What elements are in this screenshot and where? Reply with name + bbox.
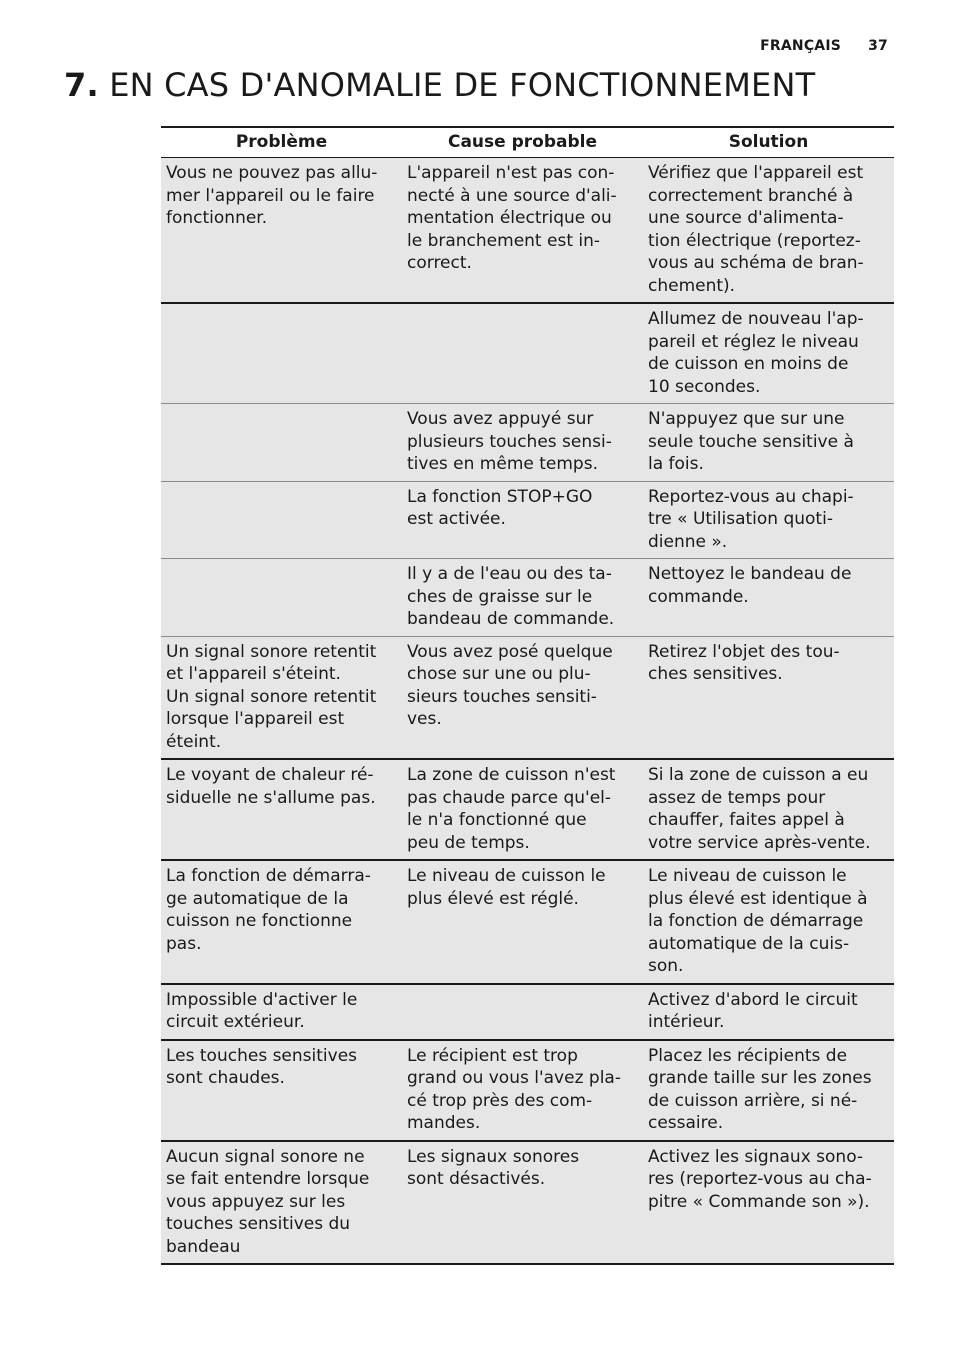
problem-cell: Impossible d'activer le circuit extérieur. bbox=[161, 984, 402, 1040]
solution-cell: Allumez de nouveau l'ap- pareil et réglez le niveau de cuisson en moins de 10 secondes. bbox=[643, 303, 894, 404]
cause-cell: La zone de cuisson n'est pas chaude parce qu'el- le n'a fonctionné que peu de temps. bbox=[402, 759, 643, 860]
table-row bbox=[161, 404, 894, 482]
page-number: 37 bbox=[868, 38, 888, 54]
solution-cell: Placez les récipients de grande taille sur les zones de cuisson arrière, si né- cessaire. bbox=[643, 1040, 894, 1141]
solution-cell: Activez d'abord le circuit intérieur. bbox=[643, 984, 894, 1040]
problem-cell: Vous ne pouvez pas allu- mer l'appareil ou le faire fonctionner. bbox=[161, 158, 402, 304]
solution-cell: Nettoyez le bandeau de commande. bbox=[643, 559, 894, 637]
problem-cell: Les touches sensitives sont chaudes. bbox=[161, 1040, 402, 1141]
table-row bbox=[161, 759, 894, 860]
section-title bbox=[64, 66, 815, 104]
table-header-row bbox=[161, 127, 894, 158]
cause-cell: La fonction STOP+GO est activée. bbox=[402, 481, 643, 559]
column-header-cause: Cause probable bbox=[402, 127, 643, 158]
table-row bbox=[161, 559, 894, 637]
table-body bbox=[161, 158, 894, 1265]
problem-cell bbox=[161, 303, 402, 404]
problem-cell: Un signal sonore retentit et l'appareil s'éteint. Un signal sonore retentit lorsque l'appareil est éteint. bbox=[161, 636, 402, 759]
table-row bbox=[161, 1141, 894, 1265]
cause-cell: Vous avez appuyé sur plusieurs touches sensi- tives en même temps. bbox=[402, 404, 643, 482]
troubleshooting-table bbox=[161, 126, 894, 1265]
cause-cell: Le niveau de cuisson le plus élevé est réglé. bbox=[402, 860, 643, 984]
section-title-text: EN CAS D'ANOMALIE DE FONCTIONNEMENT bbox=[109, 66, 816, 104]
cause-cell: Vous avez posé quelque chose sur une ou plu- sieurs touches sensiti- ves. bbox=[402, 636, 643, 759]
solution-cell: Le niveau de cuisson le plus élevé est identique à la fonction de démarrage automatique de la cuis- son. bbox=[643, 860, 894, 984]
table-row bbox=[161, 158, 894, 304]
cause-cell: L'appareil n'est pas con- necté à une source d'ali- mentation électrique ou le branchement est in- correct. bbox=[402, 158, 643, 304]
section-number: 7. bbox=[64, 66, 99, 104]
table-row bbox=[161, 1040, 894, 1141]
solution-cell: Si la zone de cuisson a eu assez de temps pour chauffer, faites appel à votre service après-vente. bbox=[643, 759, 894, 860]
solution-cell: N'appuyez que sur une seule touche sensitive à la fois. bbox=[643, 404, 894, 482]
cause-cell: Il y a de l'eau ou des ta- ches de graisse sur le bandeau de commande. bbox=[402, 559, 643, 637]
solution-cell: Retirez l'objet des tou- ches sensitives. bbox=[643, 636, 894, 759]
problem-cell: Le voyant de chaleur ré- siduelle ne s'allume pas. bbox=[161, 759, 402, 860]
problem-cell: Aucun signal sonore ne se fait entendre lorsque vous appuyez sur les touches sensitives du bandeau bbox=[161, 1141, 402, 1265]
solution-cell: Vérifiez que l'appareil est correctement branché à une source d'alimenta- tion électrique (reportez- vous au schéma de bran- chement). bbox=[643, 158, 894, 304]
column-header-problem: Problème bbox=[161, 127, 402, 158]
cause-cell bbox=[402, 984, 643, 1040]
problem-cell bbox=[161, 559, 402, 637]
problem-cell bbox=[161, 481, 402, 559]
cause-cell bbox=[402, 303, 643, 404]
table-row bbox=[161, 860, 894, 984]
cause-cell: Le récipient est trop grand ou vous l'avez pla- cé trop près des com- mandes. bbox=[402, 1040, 643, 1141]
problem-cell bbox=[161, 404, 402, 482]
solution-cell: Activez les signaux sono- res (reportez-vous au cha- pitre « Commande son »). bbox=[643, 1141, 894, 1265]
table-row bbox=[161, 303, 894, 404]
cause-cell: Les signaux sonores sont désactivés. bbox=[402, 1141, 643, 1265]
table-row bbox=[161, 481, 894, 559]
table-row bbox=[161, 984, 894, 1040]
language-label: FRANÇAIS bbox=[760, 38, 842, 54]
column-header-solution: Solution bbox=[643, 127, 894, 158]
problem-cell: La fonction de démarra- ge automatique de la cuisson ne fonctionne pas. bbox=[161, 860, 402, 984]
solution-cell: Reportez-vous au chapi- tre « Utilisation quoti- dienne ». bbox=[643, 481, 894, 559]
page-header bbox=[760, 38, 888, 54]
table-row bbox=[161, 636, 894, 759]
